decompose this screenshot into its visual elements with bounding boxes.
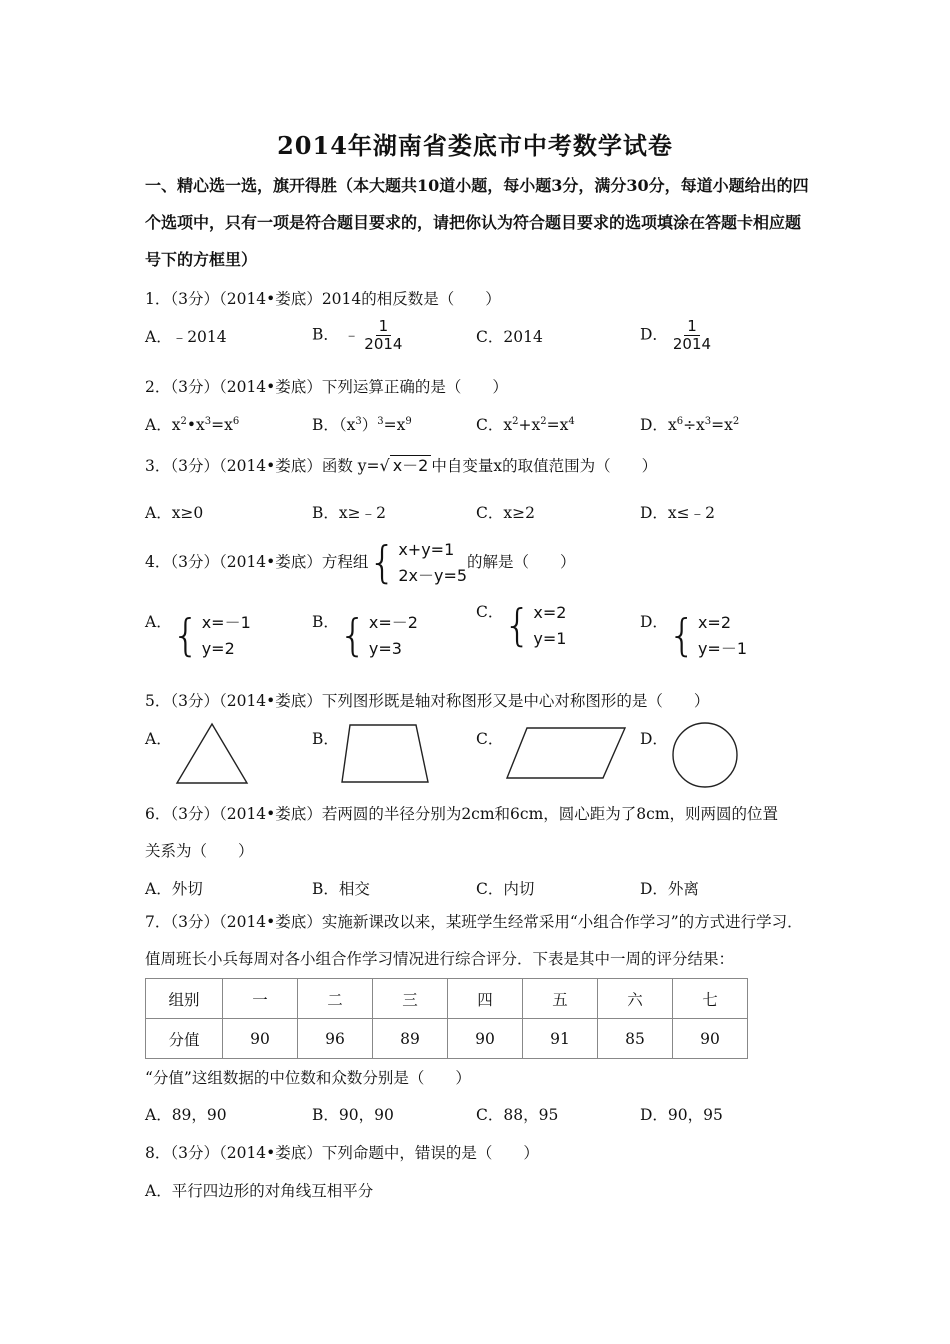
q1-option-b <box>312 318 402 353</box>
q4-d-line: y=－1 <box>697 639 747 658</box>
q2-b-exp: 3 <box>377 416 384 427</box>
q4-a-system: { x=－1 y=2 <box>171 610 251 661</box>
trapezoid-figure <box>340 723 430 785</box>
q7-option-c: C．88，95 <box>476 1106 559 1124</box>
q1-d-fraction <box>673 318 711 353</box>
q4-option-d <box>640 610 747 662</box>
question-1-stem: 1．（3分）（2014•娄底）2014的相反数是（ ） <box>145 290 501 308</box>
q4-d-label: D． <box>640 613 668 631</box>
q2-a-exp: 3 <box>204 416 212 427</box>
table-cell: 分值 <box>146 1019 223 1059</box>
q3-option-c: C．x≥2 <box>476 504 535 522</box>
question-6-line-1: 6．（3分）（2014•娄底）若两圆的半径分别为2cm和6cm，圆心距为了8cm，则两圆的位置 <box>145 805 779 823</box>
q2-d-exp: 6 <box>676 416 684 427</box>
q4-stem-pre: 4．（3分）（2014•娄底）方程组 <box>145 553 369 571</box>
table-header-cell: 组别 <box>146 979 223 1019</box>
q6-option-a: A．外切 <box>145 880 203 898</box>
q3-option-d: D．x≤﹣2 <box>640 504 716 522</box>
q2-d-label: D． <box>640 416 668 434</box>
q4-option-a <box>145 610 251 662</box>
q6-option-d: D．外离 <box>640 880 699 898</box>
question-6-line-2: 关系为（ ） <box>145 842 254 860</box>
triangle-figure <box>175 722 249 786</box>
q2-a-label: A． <box>145 416 172 434</box>
table-header-cell: 六 <box>598 979 673 1019</box>
q3-radicand: x－2 <box>390 455 432 475</box>
q4-eq1: x+y=1 <box>398 540 455 559</box>
table-header-cell: 二 <box>298 979 373 1019</box>
q3-option-b: B．x≥﹣2 <box>312 504 386 522</box>
q1-b-fraction <box>364 318 402 353</box>
q2-b-part: （x <box>338 416 356 434</box>
q1-b-numerator: 1 <box>376 318 392 336</box>
q2-c-exp: 2 <box>512 416 519 427</box>
q5-option-a: A． <box>145 730 172 748</box>
q3-sqrt: √ x－2 <box>379 453 431 476</box>
q4-c-line: x=2 <box>533 603 567 622</box>
question-8-stem: 8．（3分）（2014•娄底）下列命题中，错误的是（ ） <box>145 1144 539 1162</box>
q1-d-denominator: 2014 <box>672 335 712 353</box>
q1-option-d <box>640 318 711 353</box>
q2-option-a <box>145 413 239 435</box>
q4-option-b <box>312 610 418 662</box>
q2-option-b <box>312 413 412 435</box>
q7-option-d: D．90，95 <box>640 1106 723 1124</box>
q2-d-exp: 2 <box>732 416 740 427</box>
q4-b-line: x=－2 <box>368 613 418 632</box>
question-2-stem: 2．（3分）（2014•娄底）下列运算正确的是（ ） <box>145 378 508 396</box>
table-row <box>146 979 748 1019</box>
q5-option-b: B． <box>312 730 339 748</box>
q4-eq2: 2x－y=5 <box>398 566 468 585</box>
q4-b-line: y=3 <box>368 639 402 658</box>
q7-option-a: A．89，90 <box>145 1106 227 1124</box>
table-header-cell: 一 <box>223 979 298 1019</box>
q3-stem-pre: 3．（3分）（2014•娄底）函数 y= <box>145 457 380 475</box>
q4-d-line: x=2 <box>697 613 731 632</box>
q2-b-exp: 3 <box>355 416 362 427</box>
q8-option-a: A．平行四边形的对角线互相平分 <box>145 1182 374 1200</box>
page-title: 2014年湖南省娄底市中考数学试卷 <box>277 131 673 160</box>
q5-option-c: C． <box>476 730 504 748</box>
question-4-stem <box>145 537 576 589</box>
table-cell: 90 <box>223 1019 298 1059</box>
table-header-cell: 五 <box>523 979 598 1019</box>
q2-a-part: =x <box>211 416 233 434</box>
q3-stem-post: 中自变量x的取值范围为（ ） <box>431 457 658 475</box>
score-table <box>145 978 748 1059</box>
q2-d-exp: 3 <box>704 416 712 427</box>
q1-option-c: C．2014 <box>476 328 543 346</box>
q2-a-part: •x <box>186 416 205 434</box>
table-cell: 85 <box>598 1019 673 1059</box>
q1-d-numerator: 1 <box>684 318 700 336</box>
table-cell: 96 <box>298 1019 373 1059</box>
q4-c-line: y=1 <box>533 629 567 648</box>
q1-option-a: A．﹣2014 <box>145 328 227 346</box>
q2-c-label: C． <box>476 416 504 434</box>
q2-a-exp: 2 <box>180 416 187 427</box>
q4-c-label: C． <box>476 603 504 621</box>
q4-equation-system: { x+y=1 2x－y=5 <box>368 537 468 588</box>
q4-a-line: x=－1 <box>201 613 251 632</box>
question-7-after: “分值”这组数据的中位数和众数分别是（ ） <box>145 1069 471 1087</box>
q2-b-exp: 9 <box>405 416 412 427</box>
q4-stem-post: 的解是（ ） <box>467 553 576 571</box>
q2-c-part: +x <box>518 416 541 434</box>
q1-b-sign: ﹣ <box>343 325 360 344</box>
q2-b-part: ） <box>361 416 378 434</box>
q3-option-a: A．x≥0 <box>145 504 204 522</box>
q4-option-c <box>476 600 566 652</box>
q4-a-label: A． <box>145 613 172 631</box>
q4-c-system: { x=2 y=1 <box>503 600 567 651</box>
q2-d-part: =x <box>711 416 733 434</box>
table-cell: 89 <box>373 1019 448 1059</box>
q2-c-part: =x <box>546 416 569 434</box>
q1-b-label: B． <box>312 325 339 344</box>
q4-b-label: B． <box>312 613 339 631</box>
question-5-stem: 5．（3分）（2014•娄底）下列图形既是轴对称图形又是中心对称图形的是（ ） <box>145 692 710 710</box>
q2-c-exp: 2 <box>540 416 547 427</box>
q6-option-c: C．内切 <box>476 880 535 898</box>
q7-option-b: B．90，90 <box>312 1106 394 1124</box>
table-cell: 90 <box>448 1019 523 1059</box>
circle-figure <box>671 721 739 789</box>
q2-b-label: B． <box>312 416 339 434</box>
q2-option-d <box>640 413 739 435</box>
question-3-stem <box>145 453 657 476</box>
q2-c-part: x <box>503 416 513 434</box>
table-cell: 90 <box>673 1019 748 1059</box>
q4-b-system: { x=－2 y=3 <box>338 610 418 661</box>
q1-b-denominator: 2014 <box>364 335 403 353</box>
q2-d-part: x <box>667 416 677 434</box>
question-7-stem: 7．（3分）（2014•娄底）实施新课改以来，某班学生经常采用“小组合作学习”的方式进行学习．值周班长小兵每周对各小组合作学习情况进行综合评分．下表是其中一周的评分结果： <box>145 913 803 968</box>
q2-option-c <box>476 413 575 435</box>
section-1-instructions: 一、精心选一选，旗开得胜（本大题共10道小题，每小题3分，满分30分，每道小题给出的四个选项中，只有一项是符合题目要求的，请把你认为符合题目要求的选项填涂在答题卡相应题号下的方框里） <box>145 176 809 269</box>
q2-b-part: =x <box>383 416 406 434</box>
q5-option-d: D． <box>640 730 668 748</box>
q2-a-part: x <box>171 416 181 434</box>
table-cell: 91 <box>523 1019 598 1059</box>
q4-a-line: y=2 <box>201 639 235 658</box>
table-header-cell: 三 <box>373 979 448 1019</box>
q6-option-b: B．相交 <box>312 880 370 898</box>
table-header-cell: 四 <box>448 979 523 1019</box>
parallelogram-figure <box>505 726 627 780</box>
q4-d-system: { x=2 y=－1 <box>667 610 747 661</box>
q2-c-exp: 4 <box>568 416 575 427</box>
q2-a-exp: 6 <box>232 416 240 427</box>
q2-d-part: ÷x <box>683 416 705 434</box>
table-header-cell: 七 <box>673 979 748 1019</box>
table-row <box>146 1019 748 1059</box>
q1-d-label: D． <box>640 325 668 344</box>
